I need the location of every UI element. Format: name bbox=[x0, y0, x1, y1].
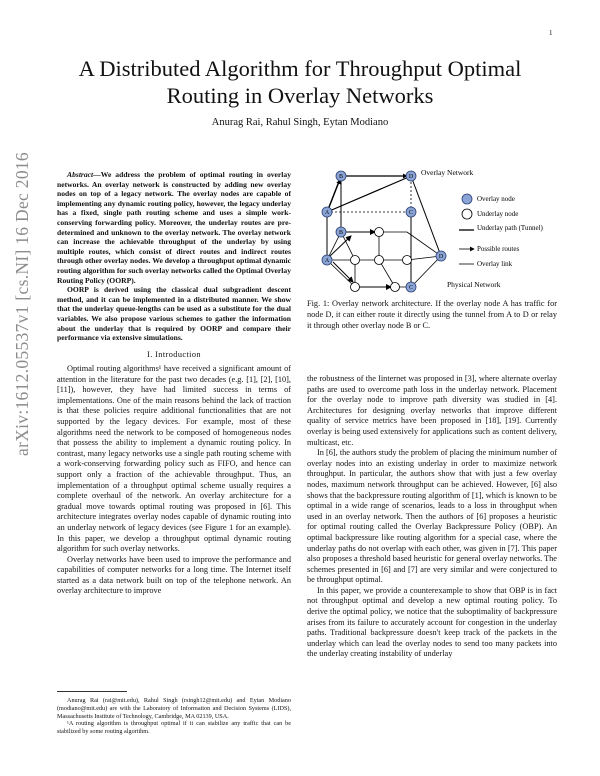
legend-underlay-node: Underlay node bbox=[477, 210, 519, 218]
section-heading: I. Introduction bbox=[147, 350, 201, 359]
figure-caption: Fig. 1: Overlay network architecture. If the overlay node A has traffic for node D, it can either route it directly using the tunnel from A to D or relay it through other overlay node B or C. bbox=[307, 299, 557, 330]
physical-network-label: Physical Network bbox=[447, 280, 501, 289]
underlay-links bbox=[324, 232, 441, 287]
page-number: 1 bbox=[549, 29, 553, 37]
underlay-nodes bbox=[351, 228, 412, 292]
intro-paragraph-2: Overlay networks have been used to improve the performance and capabilities of computer networks for a long time. The Internet itself started as a data network built on top of the telephone network. An overlay architecture to improve bbox=[57, 554, 291, 596]
legend-overlay-node: Overlay node bbox=[477, 195, 515, 203]
node-label-b-top: B bbox=[338, 174, 344, 180]
arxiv-stamp: arXiv:1612.05537v1 [cs.NI] 16 Dec 2016 bbox=[12, 152, 32, 456]
right-column-body bbox=[307, 374, 557, 660]
legend-possible-routes: Possible routes bbox=[477, 245, 520, 253]
node-label-c-bottom: C bbox=[408, 285, 414, 291]
overlay-nodes-bottom bbox=[322, 227, 446, 292]
footnote-1: ¹A routing algorithm is throughput optimal if it can stabilize any traffic that can be stabilized by some routing algorithm. bbox=[57, 720, 291, 736]
overlay-network-diagram bbox=[307, 160, 557, 295]
right-paragraph-3: In this paper, we provide a counterexample to show that OBP is in fact not throughput optimal and develop a new optimal routing policy. To derive the optimal policy, we notice that the suboptimality of backpressure arises from its failure to accurately account for congestion in the underlay paths. Traditional backpressure doesn't keep track of the packets in the underlay which can lead the overlay nodes to send too many packets into the underlay creating instability of underlay bbox=[307, 585, 557, 659]
right-paragraph-1: the robustness of the Iinternet was proposed in [3], where alternate overlay paths are used to overcome path loss in the underlay network. Placement for the overlay node to improve path diversity was studied in [4]. Architectures for designing overlay networks that improve different quality of service metrics have been proposed in [18], [19]. Currently overlay is being used extensively for applications such as content delivery, multicast, etc. bbox=[307, 374, 557, 447]
node-label-d-top: D bbox=[408, 174, 414, 180]
abstract-paragraph-1: —We address the problem of optimal routing in overlay networks. An overlay network is constructed by adding new overlay nodes on top of a legacy network. The overlay nodes are capable of implementing any dynamic routing policy, however, the legacy underlay has a fixed, single path routing scheme and uses a simple work-conserving forwarding policy. Moreover, the underlay routes are pre-determined and unknown to the overlay network. The overlay network can increase the achievable throughput of the underlay by using multiple routes, which consist of direct routes and indirect routes through other overlay nodes. We develop a throughput optimal dynamic routing algorithm for such overlay networks called the Optimal Overlay Routing Policy (OORP). bbox=[57, 170, 291, 285]
node-label-a-bottom: A bbox=[324, 258, 330, 264]
node-labels bbox=[325, 174, 444, 291]
legend-underlay-path: Underlay path (Tunnel) bbox=[477, 224, 543, 232]
paper-title: A Distributed Algorithm for Throughput Optimal Routing in Overlay Networks bbox=[78, 56, 522, 108]
node-label-b-bottom: B bbox=[338, 230, 344, 236]
abstract-paragraph-2: OORP is derived using the classical dual subgradient descent method, and it can be implemented in a distributed manner. We show that the underlay queue-lengths can be used as a substitute for the dual variables. We also propose various schemes to gather the information about the underlay that is required by OORP and compare their performance via extensive simulations. bbox=[57, 285, 291, 343]
intro-paragraph-1: Optimal routing algorithms¹ have received a significant amount of attention in the literature for the past two decades (e.g. [1], [2], [10], [11]), however, they have had limited success in terms of implementations. One of the main reasons behind the lack of traction is that these policies require additional functionalities that are not supported by the legacy devices. For example, most of these algorithms need the network to be composed of homogeneous nodes that possess the ability to implement a dynamic routing policy. In contrast, many legacy networks use a single path routing scheme with a work-conserving forwarding policy such as FIFO, and hence can support only a fraction of the achievable throughput. Thus, an implementation of a throughput optimal scheme usually requires a complete overhaul of the network. An overlay architecture for a gradual move towards optimal routing was proposed in [6]. This architecture integrates overlay nodes capable of dynamic routing into an underlay network of legacy devices (see Figure 1 for an example). In this paper, we develop a throughput optimal dynamic routing algorithm for such overlay networks. bbox=[57, 364, 291, 554]
node-label-c-top: C bbox=[408, 210, 414, 216]
abstract-label: Abstract bbox=[67, 170, 94, 179]
footnote-rule bbox=[57, 691, 127, 692]
node-label-d-bottom: D bbox=[438, 254, 444, 260]
legend bbox=[459, 194, 544, 268]
left-column-body bbox=[57, 364, 291, 597]
footnotes bbox=[57, 697, 291, 736]
affiliation-footnote: Anurag Rai (rai@mit.edu), Rahul Singh (rsingh12@mit.edu) and Eytan Modiano (modiano@mit.edu) are with the Laboratory of Information and Decision Systems (LIDS), Massachusetts Institute of Technology, Cambridge, MA 02139, USA. bbox=[57, 697, 291, 720]
node-label-a-top: A bbox=[324, 210, 330, 216]
legend-overlay-link: Overlay link bbox=[477, 260, 513, 268]
paper-authors: Anurag Rai, Rahul Singh, Eytan Modiano bbox=[211, 117, 389, 128]
overlay-network-label: Overlay Network bbox=[421, 168, 474, 177]
figure-overlay-architecture bbox=[307, 160, 557, 295]
right-paragraph-2: In [6], the authors study the problem of placing the minimum number of overlay nodes into an existing underlay in order to maximize network throughput. In particular, the authors show that with just a few overlay nodes, maximum network throughput can be achieved. However, [6] also shows that the backpressure routing algorithm of [1], which is known to be optimal in a wide range of scenarios, leads to a loss in throughput when used in an overlay network. Then the authors of [6] proposes a heuristic for optimal routing called the Overlay Backpressure Policy (OBP). An optimal backpressure like routing algorithm for a special case, where the underlay paths do not overlap with each other, was given in [7]. This paper also proposes a threshold based heuristic for general overlay networks. The schemes presented in [6] and [7] are very similar and were conjectured to be throughput optimal. bbox=[307, 448, 557, 585]
abstract bbox=[57, 170, 291, 343]
